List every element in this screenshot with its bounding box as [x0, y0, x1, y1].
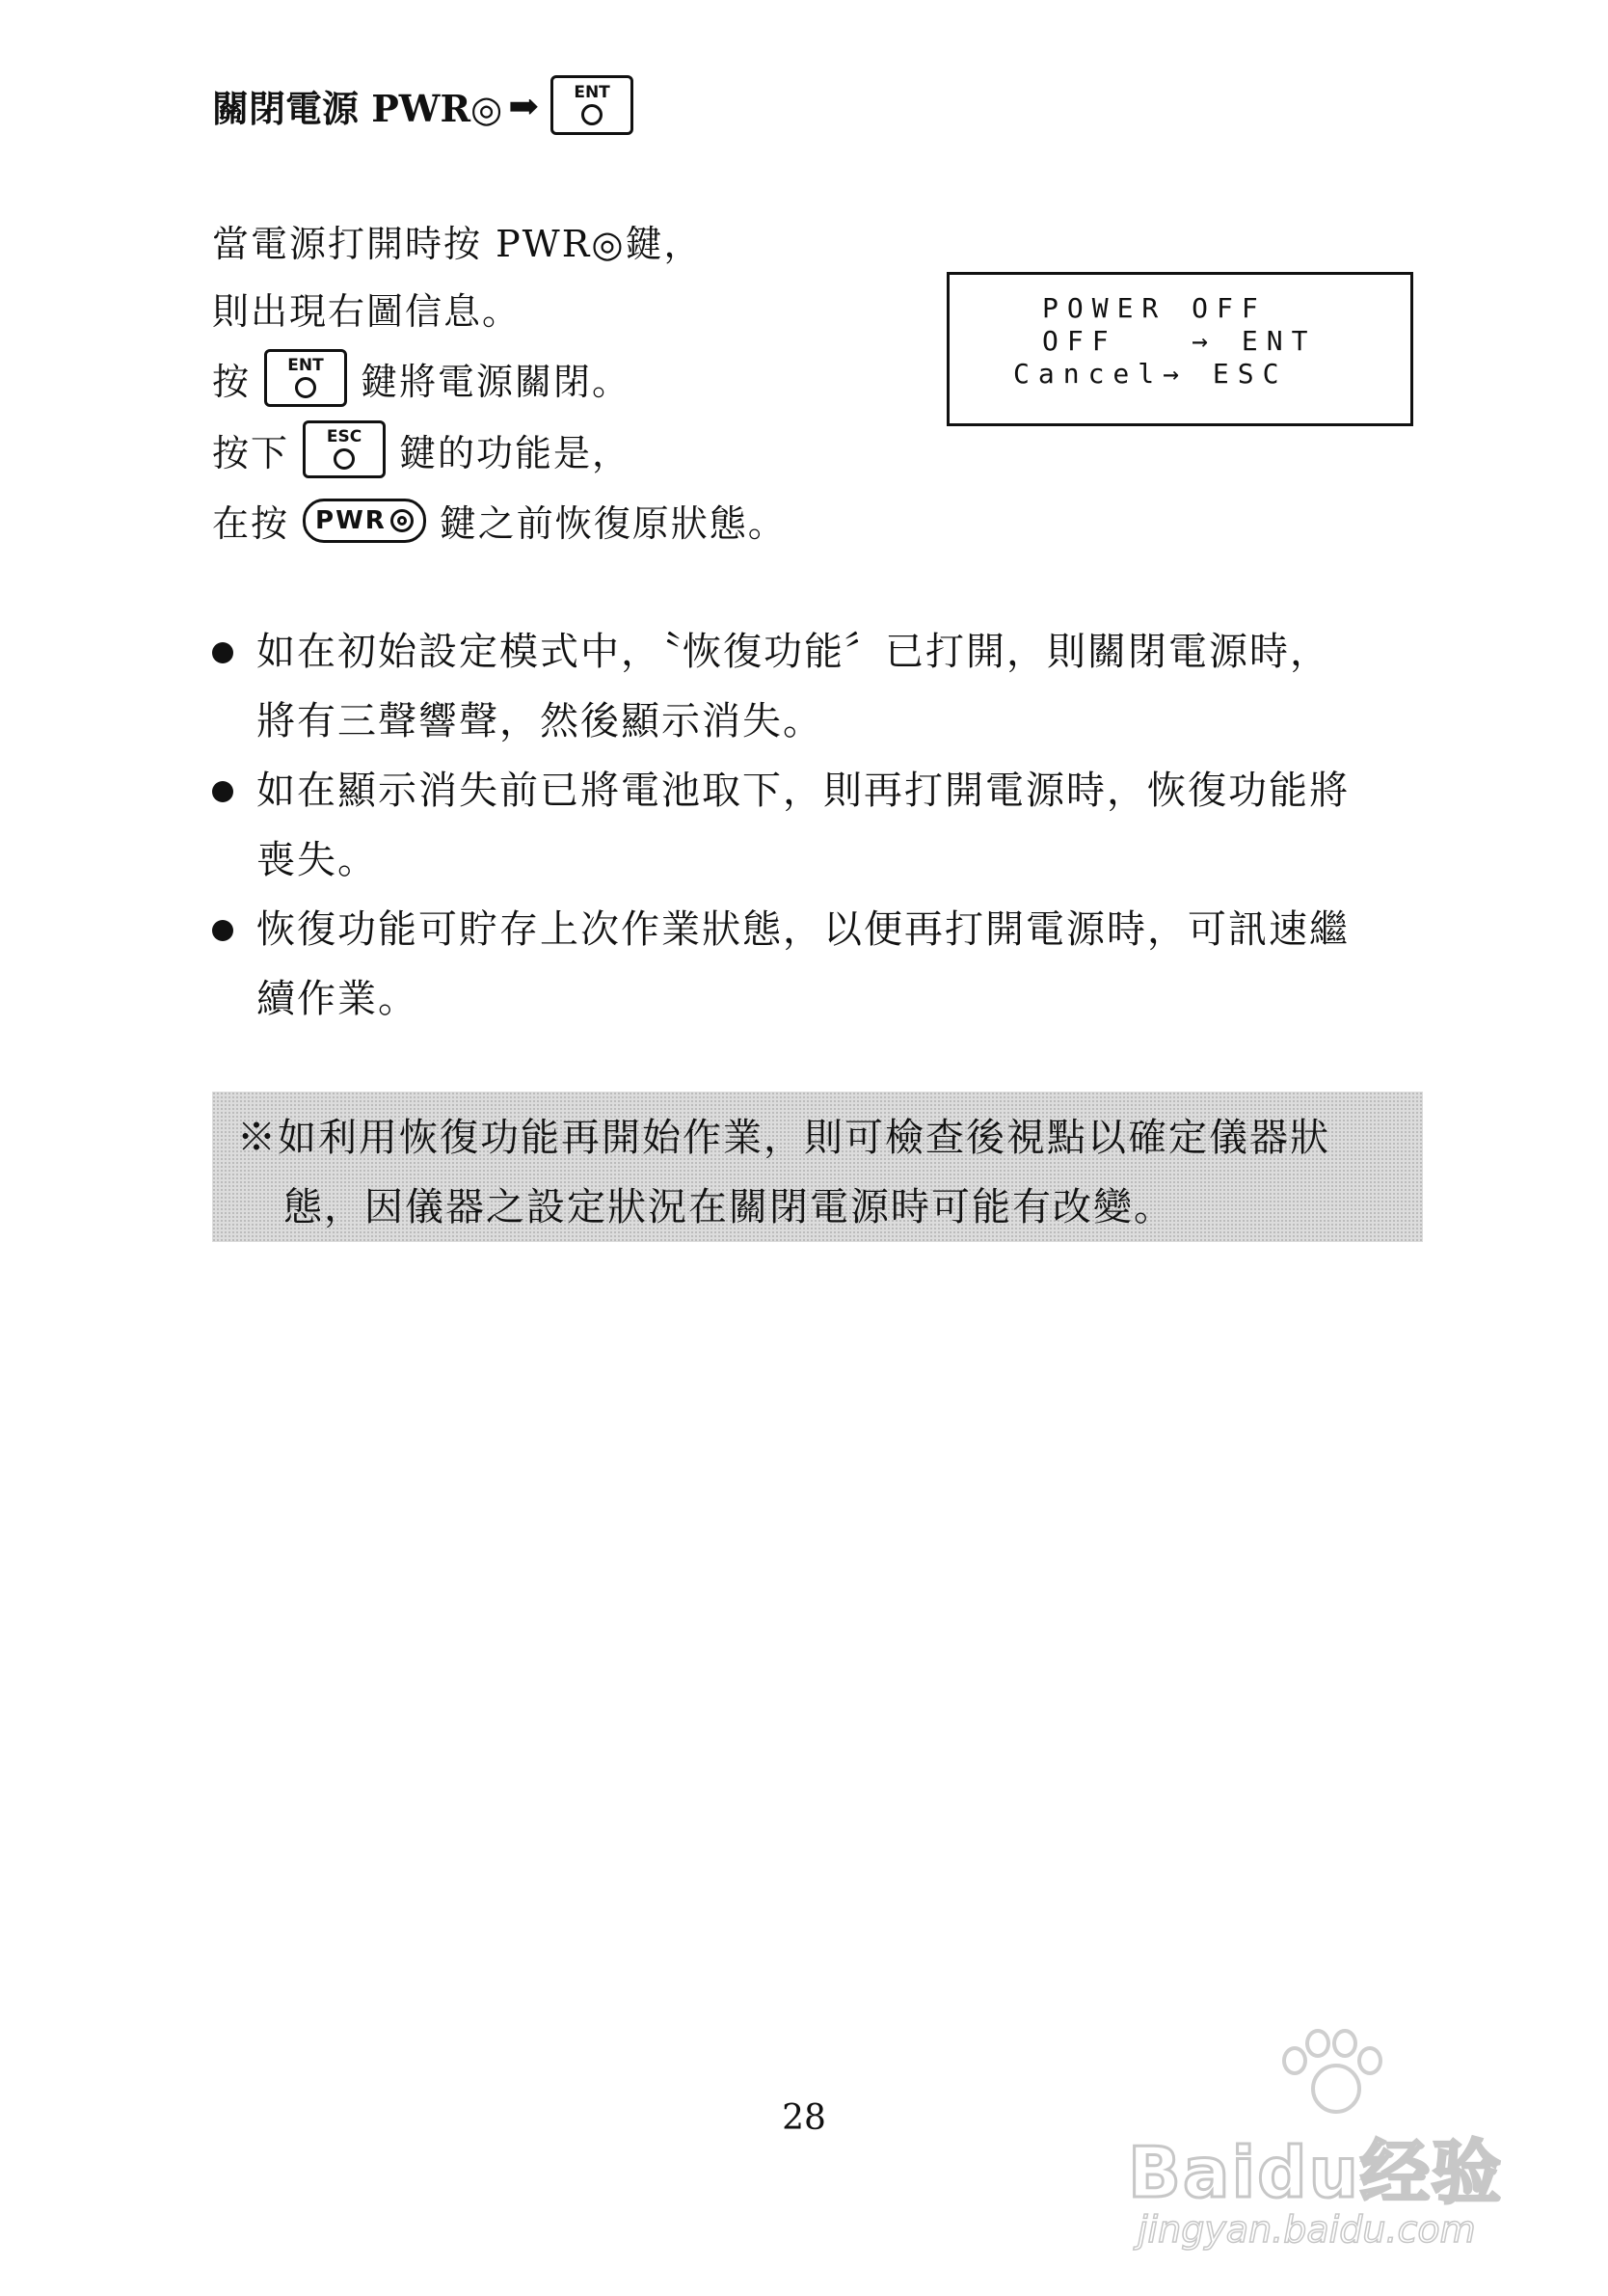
bullet-3-line-2: 續作業。	[256, 977, 418, 1021]
instruction-3-prefix: 按	[212, 360, 252, 403]
instruction-4-suffix: 鍵的功能是，	[399, 431, 631, 474]
key-circle-icon	[581, 104, 603, 125]
note-line-2: 態，因儀器之設定狀況在關閉電源時可能有改變。	[283, 1185, 1174, 1229]
bullet-item-3	[212, 895, 1427, 1040]
lcd-line-2: OFF → ENT	[1042, 325, 1317, 357]
pwr-key-icon	[303, 499, 426, 543]
watermark-logo: Baidu经验	[1128, 2132, 1503, 2213]
instruction-3-suffix: 鍵將電源關閉。	[361, 360, 631, 403]
pwr-key-label: PWR	[315, 505, 387, 535]
lcd-line-1: POWER OFF	[1042, 292, 1267, 324]
bullet-2-line-2: 喪失。	[256, 838, 378, 882]
bullet-item-2	[212, 756, 1427, 901]
instruction-4-prefix: 按下	[212, 431, 290, 474]
ent-key-icon	[550, 75, 633, 135]
note-line-1: ※如利用恢復功能再開始作業，則可檢查後視點以確定儀器狀	[237, 1116, 1330, 1160]
instruction-line-1: 當電源打開時按 PWR◎鍵，	[212, 223, 703, 265]
bullet-icon	[212, 781, 233, 802]
instruction-5-prefix: 在按	[212, 502, 290, 545]
heading-title: 關閉電源 PWR◎	[212, 86, 503, 130]
key-circle-icon	[295, 377, 316, 398]
lcd-line-3: Cancel→ ESC	[1013, 358, 1288, 390]
section-heading	[212, 75, 633, 135]
esc-key-label: ESC	[326, 427, 362, 446]
watermark	[1128, 2025, 1591, 2266]
note-box	[212, 1092, 1423, 1242]
pwr-dot-icon	[390, 509, 414, 532]
bullet-2-line-1: 如在顯示消失前已將電池取下，則再打開電源時，恢復功能將	[256, 769, 1350, 813]
ent-key-icon	[264, 349, 347, 407]
instruction-line-5	[212, 494, 787, 547]
paw-icon	[1273, 2025, 1388, 2121]
page-number: 28	[782, 2098, 826, 2138]
watermark-url: jingyan.baidu.com	[1138, 2208, 1476, 2251]
bullet-1-line-1: 如在初始設定模式中，〝恢復功能〞已打開，則關閉電源時，	[256, 630, 1330, 674]
instruction-line-4	[212, 420, 630, 478]
lcd-display	[947, 272, 1413, 426]
esc-key-icon	[303, 420, 386, 478]
bullet-3-line-1: 恢復功能可貯存上次作業狀態，以便再打開電源時，可訊速繼	[256, 907, 1350, 952]
ent-key-label: ENT	[287, 356, 324, 375]
bullet-icon	[212, 642, 233, 663]
bullet-1-line-2: 將有三聲響聲，然後顯示消失。	[256, 699, 823, 743]
arrow-right-icon: ➡	[508, 83, 540, 127]
bullet-item-1	[212, 617, 1427, 762]
instruction-line-3	[212, 349, 630, 407]
key-circle-icon	[334, 448, 355, 470]
ent-key-label: ENT	[574, 83, 610, 102]
instruction-line-2: 則出現右圖信息。	[212, 290, 522, 333]
instruction-5-suffix: 鍵之前恢復原狀態。	[439, 502, 787, 545]
bullet-icon	[212, 920, 233, 941]
